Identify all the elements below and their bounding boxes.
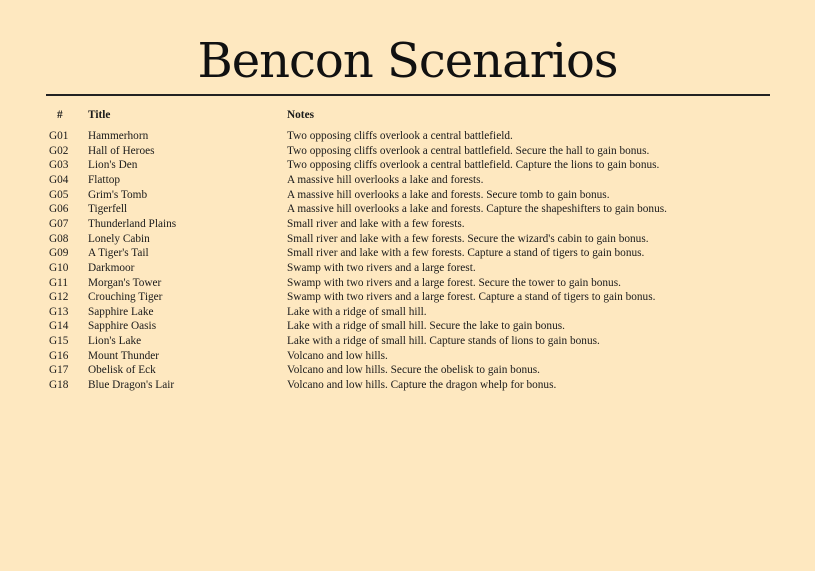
row-id: G04: [49, 173, 69, 186]
row-id: G12: [49, 291, 69, 304]
row-notes: A massive hill overlooks a lake and forests.: [287, 173, 484, 186]
row-id: G07: [49, 217, 69, 230]
row-title: Morgan's Tower: [88, 276, 162, 289]
row-title: Darkmoor: [88, 261, 135, 274]
row-id: G05: [49, 188, 69, 201]
header-notes: Notes: [287, 109, 314, 121]
row-id: G15: [49, 335, 69, 348]
table-row: [0, 378, 815, 393]
table-row: [0, 173, 815, 188]
row-id: G01: [49, 130, 69, 142]
table-header: [0, 108, 815, 123]
row-notes: Volcano and low hills. Capture the dragon whelp for bonus.: [287, 379, 557, 392]
row-notes: Small river and lake with a few forests. Capture a stand of tigers to gain bonus.: [287, 247, 645, 260]
row-id: G03: [49, 159, 69, 172]
table-row: [0, 349, 815, 364]
row-notes: Lake with a ridge of small hill. Secure the lake to gain bonus.: [287, 320, 565, 333]
row-notes: Two opposing cliffs overlook a central battlefield. Secure the hall to gain bonus.: [287, 144, 650, 157]
row-title: Flattop: [88, 173, 121, 186]
table-row: [0, 276, 815, 291]
row-title: Hall of Heroes: [88, 144, 155, 157]
header-title: Title: [88, 109, 111, 121]
row-id: G10: [49, 261, 69, 274]
row-id: G11: [49, 276, 69, 289]
table-row: [0, 202, 815, 217]
table-row: [0, 290, 815, 305]
row-title: Mount Thunder: [88, 349, 160, 362]
row-title: Hammerhorn: [88, 130, 149, 142]
table-row: [0, 319, 815, 334]
row-id: G17: [49, 364, 69, 377]
row-notes: A massive hill overlooks a lake and forests. Capture the shapeshifters to gain bonus.: [287, 203, 667, 216]
row-id: G09: [49, 247, 69, 260]
row-title: Blue Dragon's Lair: [88, 379, 175, 392]
row-notes: Two opposing cliffs overlook a central battlefield.: [287, 130, 513, 142]
row-title: Crouching Tiger: [88, 291, 163, 304]
row-notes: Small river and lake with a few forests.: [287, 217, 465, 230]
row-notes: Swamp with two rivers and a large forest.: [287, 261, 476, 274]
row-title: Sapphire Lake: [88, 305, 154, 318]
row-notes: Volcano and low hills.: [287, 349, 388, 362]
row-title: A Tiger's Tail: [88, 247, 149, 260]
page-title: Bencon Scenarios: [197, 33, 618, 89]
table-row: [0, 261, 815, 276]
row-notes: Two opposing cliffs overlook a central battlefield. Capture the lions to gain bonus.: [287, 159, 660, 172]
row-title: Sapphire Oasis: [88, 320, 157, 333]
row-notes: Lake with a ridge of small hill.: [287, 305, 427, 318]
row-id: G02: [49, 144, 69, 157]
row-id: G14: [49, 320, 69, 333]
row-title: Grim's Tomb: [88, 188, 148, 201]
row-notes: A massive hill overlooks a lake and forests. Secure tomb to gain bonus.: [287, 188, 610, 201]
row-title: Lion's Lake: [88, 335, 142, 348]
table-row: [0, 158, 815, 173]
row-notes: Small river and lake with a few forests. Secure the wizard's cabin to gain bonus.: [287, 232, 649, 245]
table-row: [0, 334, 815, 349]
row-title: Thunderland Plains: [88, 217, 177, 230]
row-notes: Swamp with two rivers and a large forest. Capture a stand of tigers to gain bonus.: [287, 291, 656, 304]
row-id: G06: [49, 203, 69, 216]
table-row: [0, 129, 815, 144]
table-row: [0, 144, 815, 159]
row-notes: Lake with a ridge of small hill. Capture stands of lions to gain bonus.: [287, 335, 600, 348]
table-row: [0, 363, 815, 378]
row-title: Tigerfell: [88, 203, 128, 216]
row-id: G16: [49, 349, 69, 362]
table-row: [0, 232, 815, 247]
row-id: G13: [49, 305, 69, 318]
row-notes: Volcano and low hills. Secure the obelisk to gain bonus.: [287, 364, 540, 377]
row-title: Lonely Cabin: [88, 232, 150, 245]
table-row: [0, 188, 815, 203]
row-id: G18: [49, 379, 69, 392]
row-notes: Swamp with two rivers and a large forest. Secure the tower to gain bonus.: [287, 276, 621, 289]
row-title: Lion's Den: [88, 159, 138, 172]
row-title: Obelisk of Eck: [88, 364, 156, 377]
table-row: [0, 305, 815, 320]
title-divider: [46, 94, 770, 96]
header-num: #: [57, 109, 63, 121]
table-row: [0, 246, 815, 261]
row-id: G08: [49, 232, 69, 245]
table-row: [0, 217, 815, 232]
